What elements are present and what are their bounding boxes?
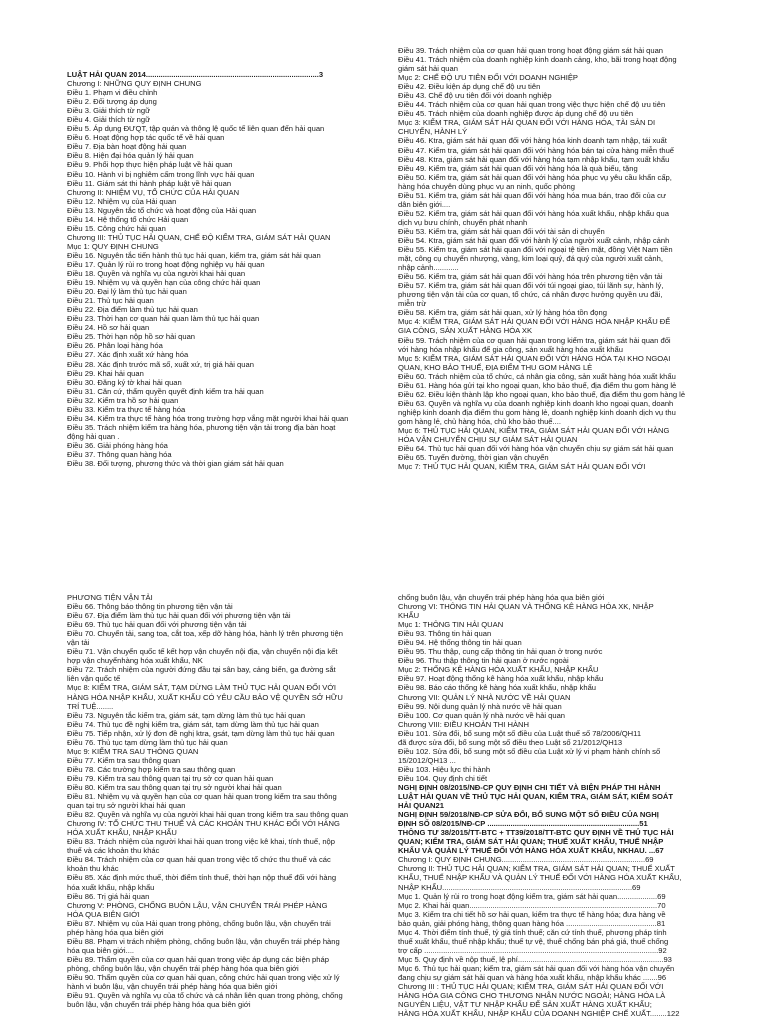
toc-line: LUẬT HẢI QUAN VỀ THỦ TỤC HẢI QUAN, KIỂM TRA, GIÁM SÁT, KIỂM SOÁT — [398, 792, 674, 802]
toc-line: Điều 104. Quy định chi tiết — [398, 773, 488, 783]
toc-line: Điều 5. Áp dụng ĐƯQT, tập quán và thông lệ quốc tế liên quan đến hải quan — [67, 124, 325, 134]
toc-line: Điều 57. Kiểm tra, giám sát hải quan đối với túi ngoại giao, túi lãnh sự, hành lý, — [398, 281, 664, 291]
toc-line: Điều 101. Sửa đổi, bổ sung một số điều của Luật thuế số 78/2006/QH11 — [398, 728, 642, 738]
toc-line: Điều 31. Căn cứ, thẩm quyền quyết định kiểm tra hải quan — [67, 386, 264, 396]
toc-line: Điều 4. Giải thích từ ngữ — [67, 115, 151, 125]
toc-line: Điều 7. Địa bàn hoạt động hải quan — [67, 142, 187, 152]
toc-line: Điều 24. Hồ sơ hải quan — [67, 323, 150, 333]
toc-line: Điều 12. Nhiệm vụ của Hải quan — [67, 196, 177, 206]
toc-line: quan tại trụ sở người khai hải quan — [67, 801, 186, 811]
toc-line: Mục 3: KIỂM TRA, GIÁM SÁT HẢI QUAN ĐỐI VỚI HÀNG HÓA, TÀI SẢN DI — [398, 118, 656, 128]
toc-line: KHẨU VÀ QUẢN LÝ THUẾ ĐỐI VỚI HÀNG HÓA XUẤT KHẨU, NKHAU. ...67 — [398, 846, 664, 856]
toc-line: Mục 6. Thủ tục hải quan; kiểm tra, giám sát hải quan đối với hàng hóa vận chuyển — [398, 963, 675, 973]
toc-line: Mục 2: THỐNG KÊ HÀNG HÓA XUẤT KHẨU, NHẬP KHẨU — [398, 665, 599, 675]
toc-line: Điều 25. Thời hạn nộp hồ sơ hải quan — [67, 332, 196, 342]
toc-line: Điều 27. Xác định xuất xứ hàng hóa — [67, 350, 189, 360]
toc-line: khoản thu khác — [67, 864, 119, 874]
toc-line: Chương I: QUY ĐỊNH CHUNG....................................................................69 — [398, 855, 654, 865]
toc-line: HÓA QUA BIÊN GIỚI — [67, 909, 140, 919]
toc-line: Điều 44. Trách nhiệm của cơ quan hải quan trong việc thực hiện chế độ ưu tiên — [398, 100, 666, 110]
toc-line: phòng, chống buôn lậu, vận chuyển trái phép hàng hóa qua biên giới — [67, 963, 299, 973]
toc-line: HÓA VẬN CHUYỂN CHỊU SỰ GIÁM SÁT HẢI QUAN — [398, 435, 578, 445]
toc-line: Điều 86. Trị giá hải quan — [67, 891, 150, 901]
toc-line: mặt, công cụ chuyển nhượng, vàng, kim loại quý, đá quý của người xuất cảnh, — [398, 254, 663, 264]
toc-line: Điều 11. Giám sát thi hành pháp luật về hải quan — [67, 178, 232, 188]
toc-line: bảo quản, giải phóng hàng, thông quan hàng hóa ...........................................81 — [398, 918, 666, 928]
toc-line: Điều 41. Trách nhiệm của doanh nghiệp kinh doanh cảng, kho, bãi trong hoạt động — [398, 55, 677, 65]
toc-line: Điều 28. Xác định trước mã số, xuất xứ, trị giá hải quan — [67, 359, 254, 369]
toc-line: hợp vận chuyểnhàng hóa xuất khẩu, NK — [67, 656, 203, 666]
toc-line: Điều 26. Phân loại hàng hóa — [67, 341, 163, 351]
toc-line: Điều 103. Hiệu lực thi hành — [398, 764, 491, 774]
toc-line: Mục 6: THỦ TỤC HẢI QUAN, KIỂM TRA, GIÁM SÁT HẢI QUAN ĐỐI VỚI HÀNG — [398, 425, 670, 435]
toc-line: Điều 18. Quyền và nghĩa vụ của người khai hải quan — [67, 269, 246, 279]
toc-line: Điều 63. Quyền và nghĩa vụ của doanh nghiệp kinh doanh kho ngoại quan, doanh — [398, 398, 674, 408]
toc-line: Điều 73. Nguyên tắc kiểm tra, giám sát, tạm dừng làm thủ tục hải quan — [67, 710, 306, 720]
toc-line: Điều 34. Kiểm tra thực tế hàng hóa trong trường hợp vắng mặt người khai hải quan — [67, 413, 349, 423]
toc-line: Điều 102. Sửa đổi, bổ sung một số điều của Luật xử lý vi phạm hành chính số — [398, 746, 661, 756]
toc-line: Điều 67. Địa điểm làm thủ tục hải quan đối với phương tiện vận tải — [67, 611, 291, 621]
toc-line: dịch vụ bưu chính, chuyển phát nhanh — [398, 217, 528, 227]
toc-line: Điều 69. Thủ tục hải quan đối với phương tiện vận tải — [67, 620, 247, 630]
toc-line: Điều 65. Tuyến đường, thời gian vận chuyển — [398, 453, 549, 463]
toc-line: Điều 96. Thu thập thông tin hải quan ở nước ngoài — [398, 656, 569, 666]
toc-line: Điều 75. Tiếp nhận, xử lý đơn đề nghị ktra, gsát, tạm dừng làm thủ tục hải quan — [67, 728, 335, 738]
toc-line: HÀNG HÓA XUẤT KHẨU, NHẬP KHẨU CỦA DOANH NGHIỆP CHẾ XUẤT........122 — [398, 1009, 680, 1019]
toc-line: Điều 100. Cơ quan quản lý nhà nước về hải quan — [398, 710, 566, 720]
toc-line: Điều 99. Nội dung quản lý nhà nước về hải quan — [398, 701, 562, 711]
toc-line: THÔNG TƯ 38/2015/TT-BTC + TT39/2018/TT-BTC QUY ĐỊNH VỀ THỦ TỤC HẢI — [398, 828, 674, 838]
toc-line: CHUYỂN, HÀNH LÝ — [398, 127, 468, 137]
toc-column-bottom-right — [398, 593, 700, 1018]
toc-line: Điều 45. Trách nhiệm của doanh nghiệp được áp dụng chế độ ưu tiên — [398, 109, 634, 119]
toc-line: Điều 98. Báo cáo thống kê hàng hóa xuất khẩu, nhập khẩu — [398, 683, 597, 693]
toc-line: Điều 48. Ktra, giám sát hải quan đối với hàng hóa tạm nhập khẩu, tạm xuất khẩu — [398, 154, 670, 164]
toc-line: Điều 90. Thẩm quyền của cơ quan hải quan, công chức hải quan trong việc xử lý — [67, 972, 340, 982]
toc-line: nhập cảnh............ — [398, 263, 459, 273]
toc-line: Điều 16. Nguyên tắc tiến hành thủ tục hải quan, kiểm tra, giám sát hải quan — [67, 250, 321, 260]
toc-line: Điều 8. Hiện đại hóa quản lý hải quan — [67, 151, 194, 161]
toc-line: Điều 36. Giải phóng hàng hóa — [67, 440, 168, 450]
toc-line: Mục 4. Thời điểm tính thuế, tỷ giá tính thuế; căn cứ tính thuế, phương pháp tính — [398, 927, 667, 937]
toc-line: TRÍ TUỆ........ — [67, 701, 114, 711]
toc-line: phép hàng hóa qua biên giới — [67, 927, 164, 937]
toc-line: Điều 6. Hoạt động hợp tác quốc tế về hải quan — [67, 133, 225, 143]
toc-line: Điều 37. Thông quan hàng hóa — [67, 449, 172, 459]
toc-line: Điều 74. Thủ tục đề nghị kiểm tra, giám sát, tạm dừng làm thủ tục hải quan — [67, 719, 319, 729]
toc-line: với hàng hóa nhập khẩu để gia công, sản xuất hàng hóa xuất khẩu — [398, 344, 623, 354]
toc-line: NGHỊ ĐỊNH 59/2018/NĐ-CP SỬA ĐỔI, BỔ SUNG MỘT SỐ ĐIỀU CỦA NGHỊ — [398, 810, 659, 820]
toc-line: Điều 13. Nguyên tắc tổ chức và hoạt động của Hải quan — [67, 205, 257, 215]
toc-line: Mục 9: KIỂM TRA SAU THÔNG QUAN — [67, 746, 199, 756]
toc-line: Điều 70. Chuyển tải, sang toa, cắt toa, xếp dỡ hàng hóa, hành lý trên phương tiện — [67, 629, 343, 639]
toc-line: Điều 23. Thời hạn cơ quan hải quan làm thủ tục hải quan — [67, 314, 260, 324]
toc-line: Mục 2: CHẾ ĐỘ ƯU TIÊN ĐỐI VỚI DOANH NGHIỆP — [398, 73, 578, 83]
toc-line: NHẬP KHẨU..........................................................................................69 — [398, 882, 641, 892]
toc-line: Chương III : THỦ TỤC HẢI QUAN; KIỂM TRA, GIÁM SÁT HẢI QUAN ĐỐI VỚI — [398, 982, 664, 992]
toc-line: LUẬT HẢI QUAN 2014..................................................................................3 — [67, 70, 324, 79]
toc-line: Điều 21. Thủ tục hải quan — [67, 296, 154, 306]
toc-line: Điều 80. Kiểm tra sau thông quan tại trụ sở người khai hải quan — [67, 782, 282, 792]
toc-line: phương tiện vận tải của cơ quan, tổ chức, cá nhân được hưởng quyền ưu đãi, — [398, 290, 663, 300]
toc-line: Điều 76. Thủ tục tạm dừng làm thủ tục hải quan — [67, 737, 228, 747]
toc-line: hóa qua biên giới.... — [67, 945, 135, 955]
toc-line: Điều 9. Phổi hợp thực hiện pháp luật về hải quan — [67, 160, 233, 170]
toc-line: Điều 61. Hàng hóa gửi tại kho ngoại quan, kho bảo thuế, địa điểm thu gom hàng lẻ — [398, 380, 677, 390]
toc-line: Điều 95. Thu thập, cung cấp thông tin hải quan ở trong nước — [398, 647, 603, 657]
toc-line: Điều 77. Kiểm tra sau thông quan — [67, 755, 181, 765]
toc-line: Chương VI: THÔNG TIN HẢI QUAN VÀ THỐNG KÊ HÀNG HÓA XK, NHẬP — [398, 602, 654, 612]
toc-line: Mục 8: KIỂM TRA, GIÁM SÁT, TẠM DỪNG LÀM THỦ TỤC HẢI QUAN ĐỐI VỚI — [67, 683, 336, 693]
toc-line: Điều 55. Kiểm tra, giám sát hải quan đối với ngoại tệ tiền mặt, đồng Việt Nam tiền — [398, 245, 673, 255]
toc-line: Điều 32. Kiểm tra hồ sơ hải quan — [67, 395, 179, 405]
toc-line: Điều 51. Kiểm tra, giám sát hải quan đối với hàng hóa mua bán, trao đổi của cư — [398, 190, 666, 200]
toc-line: Điều 33. Kiểm tra thực tế hàng hóa — [67, 404, 186, 414]
toc-line: Điều 79. Kiểm tra sau thông quan tại trụ sở cơ quan hải quan — [67, 773, 274, 783]
toc-line: Điều 39. Trách nhiệm của cơ quan hải quan trong hoạt động giám sát hải quan — [398, 46, 664, 55]
toc-line: Điều 1. Phạm vi điều chỉnh — [67, 88, 158, 98]
toc-line: Điều 83. Trách nhiệm của người khai hải quan trong việc kê khai, tính thuế, nộp — [67, 837, 335, 847]
toc-line: Điều 49. Kiểm tra, giám sát hải quan đối với hàng hóa là quà biếu, tặng — [398, 163, 638, 173]
toc-line: Điều 50. Kiểm tra, giám sát hải quan đối với hàng hóa phục vụ yêu cầu khẩn cấp, — [398, 172, 672, 182]
toc-line: Điều 35. Trách nhiệm kiểm tra hàng hóa, phương tiện vận tải trong địa bàn hoạt — [67, 422, 336, 432]
toc-line: Điều 38. Đối tượng, phương thức và thời gian giám sát hải quan — [67, 459, 284, 469]
toc-line: QUAN, KHO BẢO THUẾ, ĐỊA ĐIỂM THU GOM HÀNG LẺ — [398, 362, 593, 372]
toc-line: Chương III: THỦ TỤC HẢI QUAN, CHẾ ĐỘ KIỂM TRA, GIÁM SÁT HẢI QUAN — [67, 232, 331, 242]
toc-line: hàng hóa chuyên dùng phục vụ an ninh, quốc phòng — [398, 181, 575, 191]
toc-line: ĐỊNH SỐ 08/2015/NĐ-CP ........................................................................51 — [398, 819, 648, 829]
toc-line: GIA CÔNG, SẢN XUẤT HÀNG HÓA XK — [398, 326, 533, 336]
toc-line: Điều 87. Nhiệm vụ của Hải quan trong phòng, chống buôn lậu, vận chuyển trái — [67, 918, 331, 928]
toc-line: Điều 72. Trách nhiệm của người đứng đầu tại sân bay, cảng biển, ga đường sắt — [67, 665, 336, 675]
toc-line: Điều 2. Đối tượng áp dụng — [67, 97, 157, 107]
toc-line: Mục 7: THỦ TỤC HẢI QUAN, KIỂM TRA, GIÁM SÁT HẢI QUAN ĐỐI VỚI — [398, 462, 646, 472]
toc-line: Điều 17. Quản lý rủi ro trong hoạt động nghiệp vụ hải quan — [67, 259, 265, 269]
toc-line: thuế xuất khẩu, thuế nhập khẩu; thuế tự vệ, thuế chống bán phá giá, thuế chống — [398, 936, 669, 946]
toc-line: Chương V: PHÒNG, CHỐNG BUÔN LẬU, VẬN CHUYỂN TRÁI PHÉP HÀNG — [67, 900, 328, 910]
toc-line: Điều 91. Quyền và nghĩa vụ của tổ chức và cá nhân liên quan trong phòng, chống — [67, 991, 343, 1001]
toc-line: NGUYÊN LIỆU, VẬT TƯ NHẬP KHẨU ĐỂ SẢN XUẤT HÀNG XUẤT KHẨU; — [398, 1000, 652, 1010]
toc-line: Điều 22. Địa điểm làm thủ tục hải quan — [67, 305, 198, 315]
toc-line: Điều 85. Xác định mức thuế, thời điểm tính thuế, thời hạn nộp thuế đối với hàng — [67, 873, 337, 883]
toc-line: Chương I: NHỮNG QUY ĐỊNH CHUNG — [67, 79, 202, 89]
toc-line: Điều 19. Nhiệm vụ và quyền hạn của công chức hải quan — [67, 278, 261, 288]
toc-line: buôn lậu, vận chuyển trái phép hàng hóa qua biên giới — [67, 1000, 251, 1010]
toc-line: Điều 71. Vận chuyển quốc tế kết hợp vận chuyển nội địa, vận chuyển nội địa kết — [67, 647, 338, 657]
toc-line: Chương IV: TỔ CHỨC THU THUẾ VÀ CÁC KHOẢN THU KHÁC ĐỐI VỚI HÀNG — [67, 819, 340, 829]
toc-line: Mục 2. Khai hải quan.........................................................................................70 — [398, 900, 666, 910]
toc-line: Mục 4: KIỂM TRA, GIÁM SÁT HẢI QUAN ĐỐI VỚI HÀNG HÓA NHẬP KHẨU ĐỂ — [398, 317, 671, 327]
toc-line: HÀNG HÓA GIA CÔNG CHO THƯƠNG NHÂN NƯỚC NGOÀI; HÀNG HÓA LÀ — [398, 991, 666, 1001]
toc-line: HÓA XUẤT KHẨU, NHẬP KHẨU — [67, 828, 177, 838]
toc-line: Điều 84. Trách nhiệm của cơ quan hải quan trong việc tổ chức thu thuế và các — [67, 855, 331, 865]
toc-line: hành vi buôn lậu, vận chuyển trái phép hàng hóa qua biên giới — [67, 982, 278, 992]
toc-line: đã được sửa đổi, bổ sung một số điều theo Luật số 21/2012/QH13 — [398, 737, 623, 747]
toc-line: miễn trừ — [398, 299, 427, 309]
toc-line: trợ cấp ...............................................................................................................92 — [398, 945, 667, 955]
toc-line: Điều 64. Thủ tục hải quan đối với hàng hóa vận chuyển chịu sự giám sát hải quan — [398, 444, 674, 454]
toc-line: chống buôn lậu, vận chuyển trái phép hàng hóa qua biên giới — [398, 593, 605, 602]
toc-line: Điều 54. Ktra, giám sát hải quan đối với hành lý của người xuất cảnh, nhập cảnh — [398, 235, 670, 245]
toc-line: Điều 10. Hành vi bị nghiêm cấm trong lĩnh vực hải quan — [67, 169, 255, 179]
toc-line: Mục 1. Quản lý rủi ro trong hoạt động kiểm tra, giám sát hải quan...................69 — [398, 891, 666, 901]
toc-line: Mục 3. Kiểm tra chi tiết hồ sơ hải quan, kiểm tra thực tế hàng hóa; đưa hàng về — [398, 909, 666, 919]
toc-line: Chương II: NHIỆM VỤ, TỔ CHỨC CỦA HẢI QUAN — [67, 187, 240, 197]
toc-line: HẢI QUAN21 — [398, 801, 444, 811]
toc-line: Điều 58. Kiểm tra, giám sát hải quan, xử lý hàng hóa tồn đọng — [398, 308, 607, 318]
toc-line: vận tải — [67, 638, 90, 648]
toc-line: Điều 52. Kiểm tra, giám sát hải quan đối với hàng hóa xuất khẩu, nhập khẩu qua — [398, 208, 669, 218]
toc-line: Mục 5: KIỂM TRA, GIÁM SÁT HẢI QUAN ĐỐI VỚI HÀNG HÓA TẠI KHO NGOẠI — [398, 353, 671, 363]
toc-line: Điều 47. Kiểm tra, giám sát hải quan đối với hàng hóa bán tại cửa hàng miễn thuế — [398, 145, 675, 155]
toc-line: liên vận quốc tế — [67, 674, 121, 684]
toc-line: Chương VIII: ĐIỀU KHOẢN THI HÀNH — [398, 719, 530, 729]
toc-line: Điều 46. Ktra, giám sát hải quan đối với hàng hóa kinh doanh tạm nhập, tái xuất — [398, 136, 667, 146]
toc-line: dân biên giới.... — [398, 199, 451, 209]
toc-line: Điều 3. Giải thích từ ngữ — [67, 106, 151, 116]
toc-line: gom hàng lẻ, chủ hàng hóa, chủ kho bảo thuế.... — [398, 416, 561, 426]
toc-line: Điều 89. Thẩm quyền của cơ quan hải quan trong việc áp dụng các biện pháp — [67, 954, 329, 964]
toc-line: hóa xuất khẩu, nhập khẩu — [67, 882, 155, 892]
toc-line: Điều 59. Trách nhiệm của cơ quan hải quan trong kiểm tra, giám sát hải quan đối — [398, 335, 671, 345]
toc-column-bottom-left — [67, 593, 367, 1009]
toc-line: động hải quan . — [67, 431, 120, 441]
toc-line: Mục 1: QUY ĐỊNH CHUNG — [67, 241, 159, 251]
toc-line: Điều 15. Công chức hải quan — [67, 223, 166, 233]
toc-line: thuế và các khoản thu khác — [67, 846, 160, 856]
toc-column-top-right — [398, 46, 700, 471]
toc-line: KHẨU, THUẾ NHẬP KHẨU VÀ QUẢN LÝ THUẾ ĐỐI VỚI HÀNG HÓA XUẤT KHẨU, — [398, 873, 682, 883]
toc-line: Điều 78. Các trường hợp kiểm tra sau thông quan — [67, 764, 236, 774]
toc-line: Điều 29. Khai hải quan — [67, 368, 144, 378]
toc-line: HÀNG HÓA NHẬP KHẨU, XUẤT KHẨU CÓ YÊU CẦU BẢO VỆ QUYỀN SỞ HỮU — [67, 692, 343, 702]
toc-line: Chương VII: QUẢN LÝ NHÀ NƯỚC VỀ HẢI QUAN — [398, 692, 571, 702]
toc-line: Điều 94. Hệ thống thông tin hải quan — [398, 638, 522, 648]
toc-column-top-left — [67, 70, 367, 468]
toc-line: KHẨU — [398, 611, 420, 621]
toc-line: Điều 66. Thông báo thông tin phương tiện vận tải — [67, 602, 233, 612]
toc-line: PHƯƠNG TIỆN VẬN TẢI — [67, 593, 153, 602]
toc-line: nghiệp kinh doanh địa điểm thu gom hàng lẻ, doanh nghiệp kinh doanh dịch vụ thu — [398, 407, 676, 417]
toc-line: Điều 53. Kiểm tra, giám sát hải quan đối với tài sản di chuyển — [398, 226, 605, 236]
toc-line: Điều 88. Phạm vi trách nhiệm phòng, chống buôn lậu, vận chuyển trái phép hàng — [67, 936, 340, 946]
toc-line: Điều 43. Chế độ ưu tiên đối với doanh nghiệp — [398, 91, 552, 101]
toc-line: Mục 5. Quy định về nộp thuế, lệ phí.....................................................................93 — [398, 954, 672, 964]
toc-line: Điều 81. Nhiệm vụ và quyền hạn của cơ quan hải quan trong kiểm tra sau thông — [67, 792, 337, 802]
toc-line: Chương II: THỦ TỤC HẢI QUAN; KIỂM TRA, GIÁM SÁT HẢI QUAN; THUẾ XUẤT — [398, 864, 675, 874]
toc-line: Mục 1: THÔNG TIN HẢI QUAN — [398, 620, 504, 630]
toc-line: 15/2012/QH13 ... — [398, 755, 456, 765]
toc-line: Điều 62. Điều kiện thành lập kho ngoại quan, kho bảo thuế, địa điểm thu gom hàng lẻ — [398, 389, 686, 399]
toc-line: Điều 82. Quyền và nghĩa vụ của người khai hải quan trong kiểm tra sau thông quan — [67, 810, 349, 820]
toc-line: QUAN; KIỂM TRA, GIÁM SÁT HẢI QUAN; THUẾ XUẤT KHẨU, THUẾ NHẬP — [398, 837, 664, 847]
toc-line: giám sát hải quan — [398, 64, 458, 74]
toc-line: Điều 93. Thông tin hải quan — [398, 629, 492, 639]
toc-line: Điều 56. Kiểm tra, giám sát hải quan đối với hàng hóa trên phương tiện vận tải — [398, 272, 663, 282]
toc-line: NGHỊ ĐỊNH 08/2015/NĐ-CP QUY ĐỊNH CHI TIẾT VÀ BIỆN PHÁP THI HÀNH — [398, 782, 661, 792]
toc-line: Điều 60. Trách nhiệm của tổ chức, cá nhân gia công, sản xuất hàng hóa xuất khẩu — [398, 371, 676, 381]
toc-line: Điều 20. Đại lý làm thủ tục hải quan — [67, 287, 187, 297]
toc-line: đang chịu sự giám sát hải quan và hàng hóa xuất khẩu, nhập khẩu khác .......96 — [398, 972, 667, 982]
toc-line: Điều 14. Hệ thống tổ chức Hải quan — [67, 214, 189, 224]
toc-line: Điều 42. Điều kiện áp dụng chế độ ưu tiên — [398, 82, 541, 92]
toc-line: Điều 97. Hoạt động thống kê hàng hóa xuất khẩu, nhập khẩu — [398, 674, 604, 684]
toc-line: Điều 30. Đăng ký tờ khai hải quan — [67, 377, 182, 387]
